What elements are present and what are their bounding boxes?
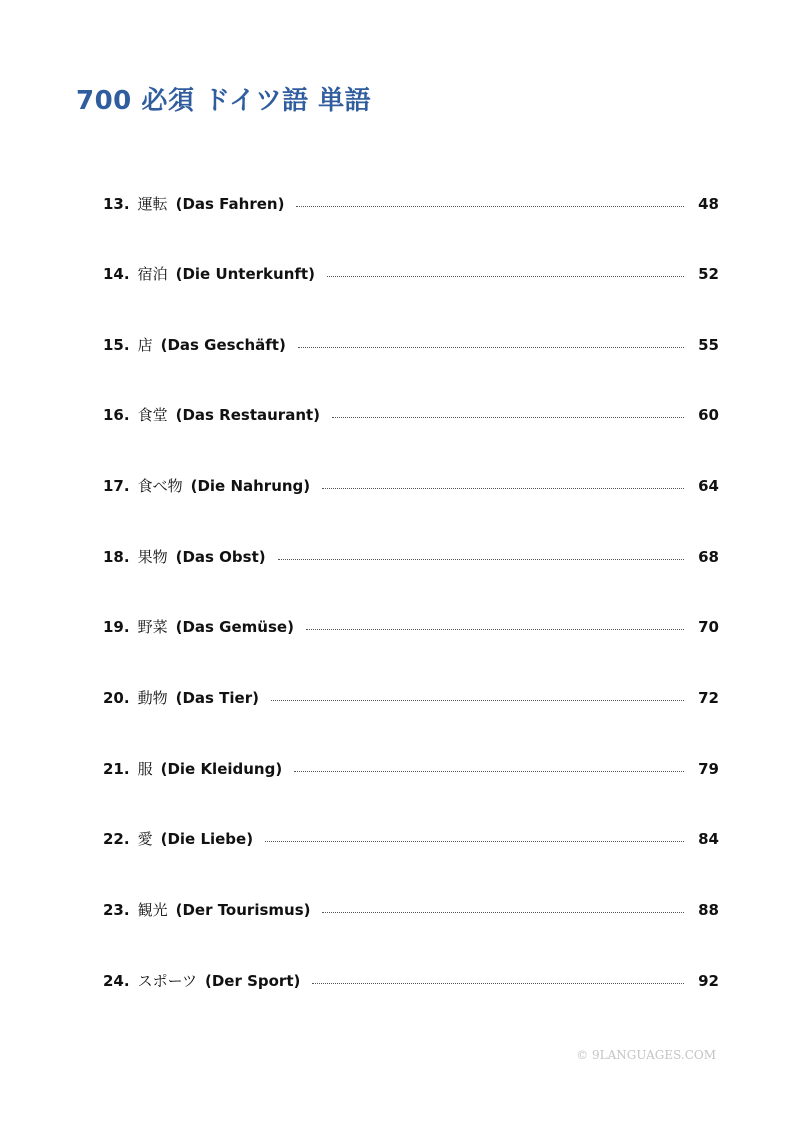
dot-leader: [332, 417, 684, 418]
toc-entry-german: (Der Sport): [204, 972, 301, 990]
toc-entry-german: (Die Kleidung): [160, 760, 283, 778]
toc-entry-number: 17.: [103, 477, 130, 495]
toc-entry[interactable]: [103, 263, 719, 285]
toc-entry-page: 55: [698, 336, 719, 354]
toc-entry[interactable]: [103, 616, 719, 638]
toc-entry-japanese: 店: [137, 336, 153, 354]
dot-leader: [278, 559, 685, 560]
toc-entry-german: (Das Tier): [175, 689, 259, 707]
toc-entry-german: (Die Nahrung): [190, 477, 311, 495]
table-of-contents: [103, 0, 719, 1123]
toc-entry-german: (Die Liebe): [160, 830, 254, 848]
toc-entry-number: 20.: [103, 689, 130, 707]
toc-entry[interactable]: [103, 334, 719, 356]
dot-leader: [306, 629, 684, 630]
toc-entry[interactable]: [103, 687, 719, 709]
toc-entry-page: 72: [698, 689, 719, 707]
dot-leader: [322, 488, 684, 489]
dot-leader: [265, 841, 684, 842]
toc-entry-german: (Das Gemüse): [175, 618, 294, 636]
toc-entry-number: 13.: [103, 195, 130, 213]
toc-entry-page: 48: [698, 195, 719, 213]
toc-entry-number: 24.: [103, 972, 130, 990]
copyright-footer: © 9LANGUAGES.COM: [576, 1048, 716, 1062]
toc-entry-japanese: 服: [137, 760, 153, 778]
toc-entry-page: 70: [698, 618, 719, 636]
toc-entry[interactable]: [103, 828, 719, 850]
toc-entry-page: 84: [698, 830, 719, 848]
toc-entry-japanese: 宿泊: [137, 265, 168, 283]
toc-entry-number: 16.: [103, 406, 130, 424]
toc-entry-page: 52: [698, 265, 719, 283]
toc-entry-japanese: 果物: [137, 548, 168, 566]
toc-entry-japanese: 観光: [137, 901, 168, 919]
dot-leader: [327, 276, 684, 277]
toc-entry-number: 18.: [103, 548, 130, 566]
toc-entry-page: 68: [698, 548, 719, 566]
toc-entry-page: 64: [698, 477, 719, 495]
toc-entry[interactable]: [103, 758, 719, 780]
toc-entry[interactable]: [103, 546, 719, 568]
dot-leader: [298, 347, 684, 348]
toc-entry-number: 14.: [103, 265, 130, 283]
toc-entry-number: 19.: [103, 618, 130, 636]
dot-leader: [294, 771, 684, 772]
toc-entry[interactable]: [103, 193, 719, 215]
toc-entry-japanese: 食堂: [137, 406, 168, 424]
dot-leader: [296, 206, 684, 207]
toc-entry-german: (Das Fahren): [175, 195, 285, 213]
toc-entry-number: 21.: [103, 760, 130, 778]
toc-entry[interactable]: [103, 970, 719, 992]
toc-entry-japanese: スポーツ: [137, 972, 197, 990]
toc-entry-japanese: 動物: [137, 689, 168, 707]
page-title: 700 必須 ドイツ語 単語: [76, 86, 372, 116]
toc-entry-number: 22.: [103, 830, 130, 848]
toc-entry-german: (Das Obst): [175, 548, 266, 566]
dot-leader: [322, 912, 684, 913]
toc-entry-number: 15.: [103, 336, 130, 354]
toc-entry-german: (Das Geschäft): [160, 336, 286, 354]
toc-entry-page: 60: [698, 406, 719, 424]
toc-entry-japanese: 運転: [137, 195, 168, 213]
toc-entry-german: (Der Tourismus): [175, 901, 311, 919]
toc-entry-japanese: 食べ物: [137, 477, 183, 495]
toc-entry-number: 23.: [103, 901, 130, 919]
toc-entry[interactable]: [103, 475, 719, 497]
toc-entry-german: (Das Restaurant): [175, 406, 321, 424]
dot-leader: [312, 983, 684, 984]
toc-entry-japanese: 野菜: [137, 618, 168, 636]
toc-entry-german: (Die Unterkunft): [175, 265, 315, 283]
dot-leader: [271, 700, 684, 701]
toc-entry-page: 79: [698, 760, 719, 778]
toc-entry[interactable]: [103, 899, 719, 921]
toc-entry-japanese: 愛: [137, 830, 153, 848]
toc-entry[interactable]: [103, 404, 719, 426]
toc-entry-page: 92: [698, 972, 719, 990]
toc-entry-page: 88: [698, 901, 719, 919]
